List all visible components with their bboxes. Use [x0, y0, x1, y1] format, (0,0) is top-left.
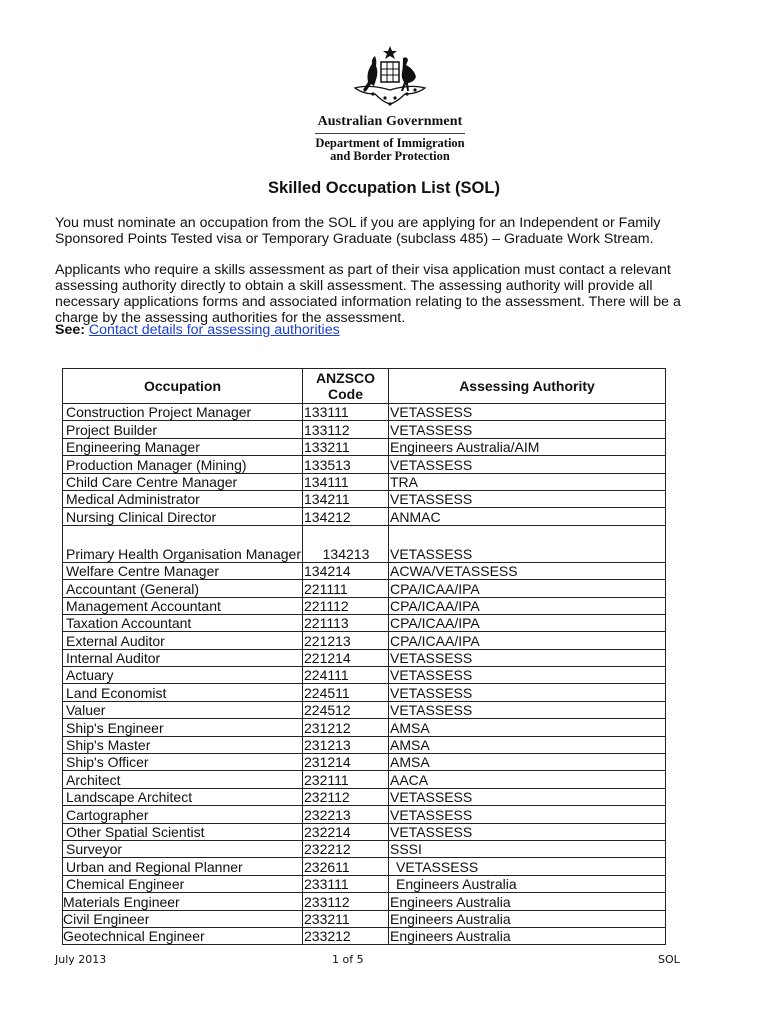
assessing-authority-cell: AMSA [389, 736, 666, 753]
assessing-authority-cell: VETASSESS [389, 858, 666, 875]
occupation-cell: Civil Engineer [63, 910, 303, 927]
table-row [63, 614, 666, 631]
assessing-authority-cell: VETASSESS [389, 404, 666, 421]
table-row [63, 823, 666, 840]
occupation-cell: Primary Health Organisation Manager [63, 525, 303, 562]
assessing-authority-cell: AMSA [389, 719, 666, 736]
anzsco-code-cell: 233211 [303, 910, 389, 927]
header-anzsco-code: ANZSCO Code [303, 369, 389, 404]
assessing-authority-cell: VETASSESS [389, 667, 666, 684]
anzsco-code-cell: 231212 [303, 719, 389, 736]
anzsco-code-cell: 232611 [303, 858, 389, 875]
anzsco-code-cell: 134212 [303, 508, 389, 525]
table-row [63, 525, 666, 562]
anzsco-code-cell: 232213 [303, 806, 389, 823]
anzsco-code-cell: 233111 [303, 875, 389, 892]
assessing-authority-cell: CPA/ICAA/IPA [389, 632, 666, 649]
table-row [63, 806, 666, 823]
table-row [63, 910, 666, 927]
anzsco-code-cell: 233212 [303, 927, 389, 944]
occupation-cell: Production Manager (Mining) [63, 456, 303, 473]
table-row [63, 684, 666, 701]
assessing-authority-cell: Engineers Australia [389, 875, 666, 892]
table-row [63, 404, 666, 421]
occupation-cell: Valuer [63, 701, 303, 718]
anzsco-code-cell: 134214 [303, 562, 389, 579]
anzsco-code-cell: 231214 [303, 754, 389, 771]
occupation-cell: Architect [63, 771, 303, 788]
assessing-authority-cell: VETASSESS [389, 684, 666, 701]
occupation-cell: Engineering Manager [63, 438, 303, 455]
header-assessing-authority: Assessing Authority [389, 369, 666, 404]
anzsco-code-cell: 134213 [303, 525, 389, 562]
see-label: See: [55, 322, 85, 338]
footer-date: July 2013 [55, 953, 107, 966]
table-header-row [63, 369, 666, 404]
table-row [63, 649, 666, 666]
assessing-authority-cell: Engineers Australia [389, 893, 666, 910]
table-row [63, 632, 666, 649]
assessing-authority-cell: VETASSESS [389, 649, 666, 666]
table-row [63, 788, 666, 805]
assessing-authority-cell: ANMAC [389, 508, 666, 525]
anzsco-code-cell: 133112 [303, 421, 389, 438]
anzsco-code-cell: 232212 [303, 840, 389, 857]
occupation-cell: Cartographer [63, 806, 303, 823]
assessing-authority-cell: VETASSESS [389, 823, 666, 840]
table-row [63, 701, 666, 718]
anzsco-code-cell: 221214 [303, 649, 389, 666]
anzsco-code-cell: 221213 [303, 632, 389, 649]
assessing-authority-cell: VETASSESS [389, 456, 666, 473]
assessing-authority-cell: VETASSESS [389, 788, 666, 805]
occupation-cell: Ship's Engineer [63, 719, 303, 736]
occupation-cell: Accountant (General) [63, 580, 303, 597]
assessing-authority-cell: CPA/ICAA/IPA [389, 580, 666, 597]
assessing-authority-cell: VETASSESS [389, 806, 666, 823]
anzsco-code-cell: 221112 [303, 597, 389, 614]
occupation-cell: Project Builder [63, 421, 303, 438]
anzsco-code-cell: 231213 [303, 736, 389, 753]
table-row [63, 771, 666, 788]
assessing-authority-cell: CPA/ICAA/IPA [389, 597, 666, 614]
occupation-cell: Management Accountant [63, 597, 303, 614]
occupation-cell: Materials Engineer [63, 893, 303, 910]
table-row [63, 580, 666, 597]
table-row [63, 893, 666, 910]
assessing-authority-cell: TRA [389, 473, 666, 490]
header-occupation: Occupation [63, 369, 303, 404]
occupation-cell: Nursing Clinical Director [63, 508, 303, 525]
assessing-authority-cell: VETASSESS [389, 490, 666, 507]
occupation-cell: Construction Project Manager [63, 404, 303, 421]
table-row [63, 421, 666, 438]
occupation-cell: Urban and Regional Planner [63, 858, 303, 875]
table-row [63, 875, 666, 892]
occupation-cell: Welfare Centre Manager [63, 562, 303, 579]
anzsco-code-cell: 233112 [303, 893, 389, 910]
table-row [63, 858, 666, 875]
table-row [63, 927, 666, 944]
table-row [63, 736, 666, 753]
table-row [63, 719, 666, 736]
occupation-cell: Ship's Officer [63, 754, 303, 771]
assessing-authority-cell: VETASSESS [389, 421, 666, 438]
table-row [63, 456, 666, 473]
occupation-cell: Other Spatial Scientist [63, 823, 303, 840]
occupation-cell: Child Care Centre Manager [63, 473, 303, 490]
assessing-authority-cell: Engineers Australia [389, 927, 666, 944]
anzsco-code-cell: 133513 [303, 456, 389, 473]
assessment-paragraph: Applicants who require a skills assessment as part of their visa application must contact a relevant assessing authority directly to obtain a skill assessment. The assessing authority will provide all necessary applications forms and associated information relating to the assessment. There will be a charge by the assessing authorities for the assessment. [55, 262, 681, 326]
government-name: Australian Government [317, 114, 463, 129]
assessing-authorities-link[interactable]: Contact details for assessing authorities [88, 322, 340, 338]
table-row [63, 597, 666, 614]
assessing-authority-cell: AACA [389, 771, 666, 788]
occupation-cell: Chemical Engineer [63, 875, 303, 892]
table-row [63, 840, 666, 857]
anzsco-code-cell: 134111 [303, 473, 389, 490]
anzsco-code-cell: 221111 [303, 580, 389, 597]
anzsco-code-cell: 232111 [303, 771, 389, 788]
assessing-authority-cell: VETASSESS [389, 701, 666, 718]
occupation-cell: Ship's Master [63, 736, 303, 753]
table-row [63, 473, 666, 490]
anzsco-code-cell: 221113 [303, 614, 389, 631]
logo-divider [315, 133, 465, 134]
occupation-cell: Medical Administrator [63, 490, 303, 507]
occupation-cell: Surveyor [63, 840, 303, 857]
page-title: Skilled Occupation List (SOL) [268, 179, 500, 197]
department-name [300, 137, 480, 163]
occupation-cell: Geotechnical Engineer [63, 927, 303, 944]
table-row [63, 490, 666, 507]
table-row [63, 562, 666, 579]
table-row [63, 754, 666, 771]
table-row [63, 508, 666, 525]
assessing-authority-cell: Engineers Australia [389, 910, 666, 927]
occupation-cell: Actuary [63, 667, 303, 684]
anzsco-code-cell: 224512 [303, 701, 389, 718]
anzsco-code-cell: 232214 [303, 823, 389, 840]
anzsco-code-cell: 224111 [303, 667, 389, 684]
assessing-authority-cell: SSSI [389, 840, 666, 857]
coat-of-arms-icon [345, 44, 435, 112]
footer-page-number: 1 of 5 [332, 953, 364, 966]
occupation-cell: Land Economist [63, 684, 303, 701]
anzsco-code-cell: 232112 [303, 788, 389, 805]
assessing-authority-cell: CPA/ICAA/IPA [389, 614, 666, 631]
table-row [63, 438, 666, 455]
occupation-cell: Landscape Architect [63, 788, 303, 805]
assessing-authority-cell: AMSA [389, 754, 666, 771]
occupation-table [62, 368, 666, 945]
intro-paragraph: You must nominate an occupation from the SOL if you are applying for an Independent or Family Sponsored Points Tested visa or Temporary Graduate (subclass 485) – Graduate Work Stream. [55, 215, 661, 247]
department-line-1: Department of Immigration [315, 136, 465, 150]
table-row [63, 667, 666, 684]
occupation-cell: Internal Auditor [63, 649, 303, 666]
department-line-2: and Border Protection [330, 149, 450, 163]
anzsco-code-cell: 133111 [303, 404, 389, 421]
occupation-cell: Taxation Accountant [63, 614, 303, 631]
see-line [55, 322, 340, 338]
anzsco-code-cell: 134211 [303, 490, 389, 507]
anzsco-code-cell: 224511 [303, 684, 389, 701]
footer-doc-code: SOL [658, 953, 680, 966]
assessing-authority-cell: ACWA/VETASSESS [389, 562, 666, 579]
anzsco-code-cell: 133211 [303, 438, 389, 455]
occupation-cell: External Auditor [63, 632, 303, 649]
government-logo [300, 44, 480, 163]
assessing-authority-cell: VETASSESS [389, 525, 666, 562]
assessing-authority-cell: Engineers Australia/AIM [389, 438, 666, 455]
